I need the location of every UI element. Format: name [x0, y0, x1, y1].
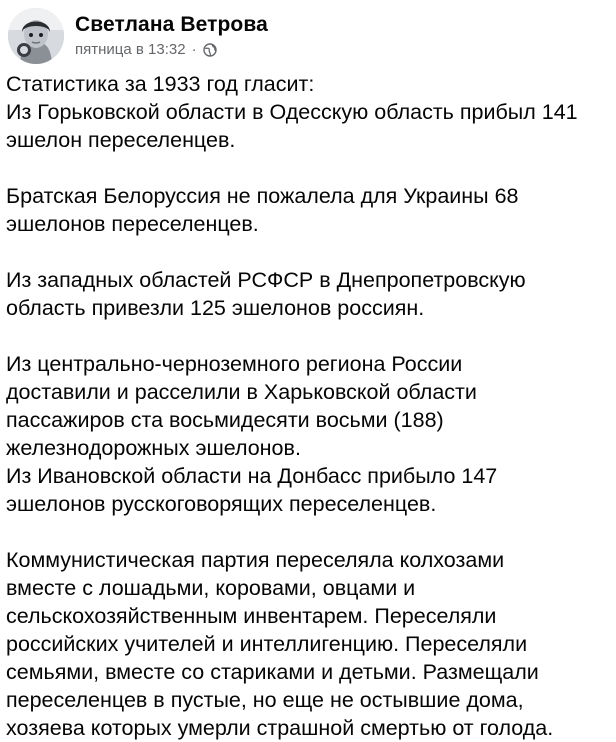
text-line: Из западных областей РСФСР в Днепропетровскую	[6, 268, 526, 292]
post-meta	[75, 12, 268, 60]
post-text	[6, 70, 610, 742]
text-line: железнодорожных эшелонов.	[6, 436, 301, 460]
text-line: Из Ивановской области на Донбасс прибыло 147	[6, 464, 498, 488]
text-line: семьями, вместе со стариками и детьми. Размещали	[6, 660, 539, 684]
text-line: Братская Белоруссия не пожалела для Украины 68	[6, 184, 519, 208]
text-line: пассажиров ста восьмидесяти восьми (188)	[6, 408, 444, 432]
paragraph	[6, 266, 610, 322]
text-line: вместе с лошадьми, коровами, овцами и	[6, 576, 416, 600]
text-line: российских учителей и интеллигенцию. Переселяли	[6, 632, 528, 656]
avatar[interactable]	[8, 8, 64, 64]
text-line: эшелон переселенцев.	[6, 128, 236, 152]
profile-photo	[8, 8, 64, 64]
separator-dot: ·	[191, 41, 197, 58]
text-line: доставили и расселили в Харьковской области	[6, 380, 477, 404]
text-line: эшелонов русскоговорящих переселенцев.	[6, 492, 437, 516]
text-line: эшелонов переселенцев.	[6, 212, 259, 236]
post-subline	[75, 40, 268, 60]
paragraph	[6, 182, 610, 238]
paragraph	[6, 70, 610, 154]
text-line: хозяева которых умерли страшной смертью от голода.	[6, 716, 554, 740]
text-line: Из Горьковской области в Одесскую область прибыл 141	[6, 100, 578, 124]
paragraph	[6, 350, 610, 518]
post-timestamp[interactable]: пятница в 13:32	[75, 41, 186, 58]
author-name[interactable]: Светлана Ветрова	[75, 13, 268, 36]
text-line: сельскохозяйственным инвентарем. Переселяли	[6, 604, 497, 628]
text-line: Из центрально-черноземного региона России	[6, 352, 463, 376]
globe-icon[interactable]	[203, 43, 217, 57]
text-line: Статистика за 1933 год гласит:	[6, 72, 315, 96]
text-line: Коммунистическая партия переселяла колхозами	[6, 548, 505, 572]
text-line: область привезли 125 эшелонов россиян.	[6, 296, 425, 320]
text-line: переселенцев в пустые, но еще не остывшие дома,	[6, 688, 524, 712]
post-header	[8, 6, 268, 66]
paragraph	[6, 546, 610, 742]
